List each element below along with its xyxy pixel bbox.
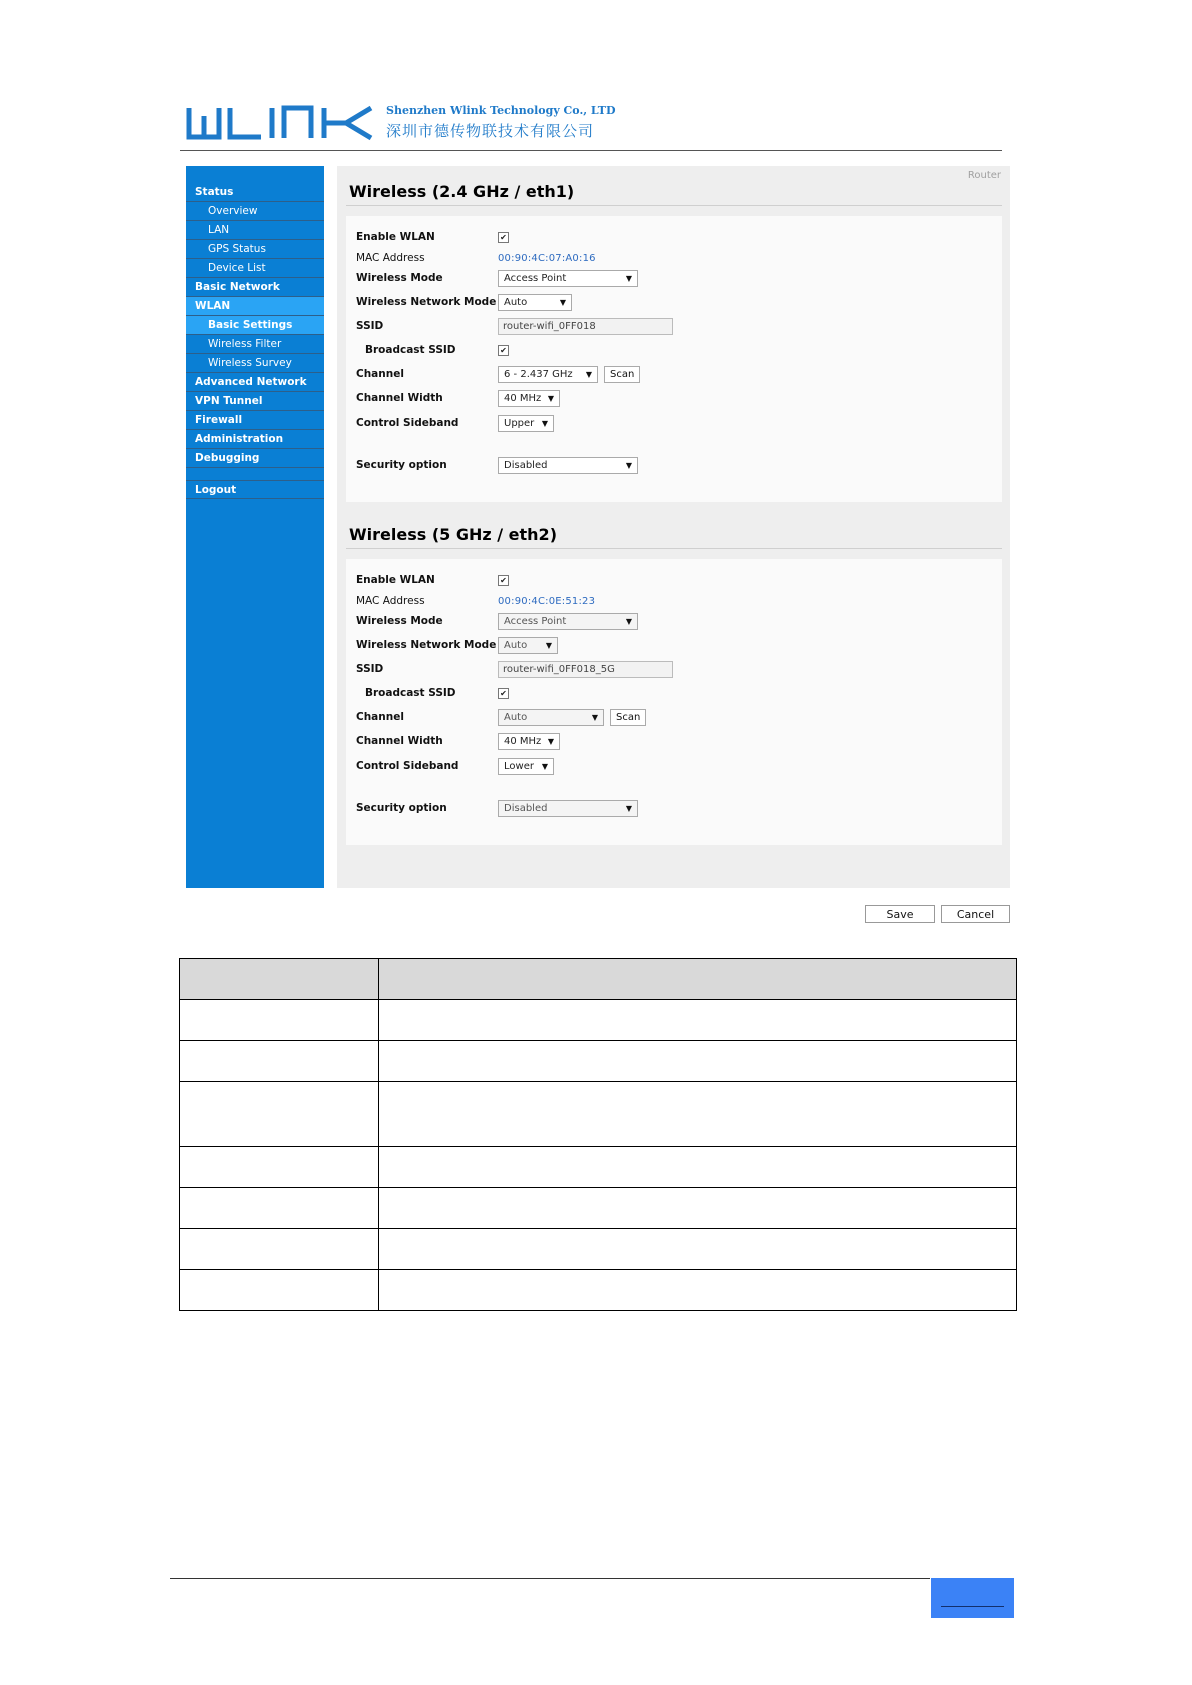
table-header-row xyxy=(180,959,1017,1000)
chevron-down-icon: ▼ xyxy=(625,616,632,626)
table-cell xyxy=(379,1082,1017,1147)
sidebar-item-status[interactable]: Status xyxy=(186,183,324,202)
row-channel-5 xyxy=(356,708,646,726)
scan-button-24[interactable]: Scan xyxy=(604,366,640,383)
chevron-down-icon: ▼ xyxy=(625,273,632,283)
chevron-down-icon: ▼ xyxy=(591,712,598,722)
mac-address-value-24: 00:90:4C:07:A0:16 xyxy=(498,252,596,264)
sidebar-item-vpn-tunnel[interactable]: VPN Tunnel xyxy=(186,392,324,411)
row-security-24 xyxy=(356,456,638,474)
row-channel-width-24 xyxy=(356,389,560,407)
row-broadcast-ssid-24 xyxy=(356,341,509,359)
table-row xyxy=(180,1270,1017,1311)
chevron-down-icon: ▼ xyxy=(585,369,592,379)
chevron-down-icon: ▼ xyxy=(541,418,548,428)
sidebar-item-overview[interactable]: Overview xyxy=(186,202,324,221)
table-cell xyxy=(379,1229,1017,1270)
security-value-5: Disabled xyxy=(504,802,548,814)
row-mac-5 xyxy=(356,592,595,610)
label-channel-width: Channel Width xyxy=(356,392,443,404)
table-row xyxy=(180,1147,1017,1188)
sidebar-item-gps-status[interactable]: GPS Status xyxy=(186,240,324,259)
page-number-box xyxy=(931,1578,1014,1618)
label-wireless-mode: Wireless Mode xyxy=(356,615,443,627)
network-mode-select-5[interactable] xyxy=(498,637,558,654)
sidebar-nav xyxy=(186,166,324,499)
channel-value-24: 6 - 2.437 GHz xyxy=(504,368,573,380)
wireless-mode-value-24: Access Point xyxy=(504,272,567,284)
wlink-logo xyxy=(186,104,376,144)
row-enable-wlan-5 xyxy=(356,571,509,589)
control-sideband-select-5[interactable] xyxy=(498,758,554,775)
footer-divider xyxy=(170,1578,930,1579)
row-control-sideband-24 xyxy=(356,414,554,432)
sidebar-item-wireless-filter[interactable]: Wireless Filter xyxy=(186,335,324,354)
chevron-down-icon: ▼ xyxy=(559,297,566,307)
ssid-input-5[interactable]: router-wifi_0FF018_5G xyxy=(498,661,673,678)
channel-width-select-24[interactable] xyxy=(498,390,560,407)
ssid-input-24[interactable]: router-wifi_0FF018 xyxy=(498,318,673,335)
label-security-option: Security option xyxy=(356,459,447,471)
row-wireless-mode-5 xyxy=(356,612,638,630)
router-tag: Router xyxy=(967,170,1001,181)
panel-24ghz xyxy=(346,216,1002,502)
row-channel-24 xyxy=(356,365,640,383)
label-broadcast-ssid: Broadcast SSID xyxy=(365,344,456,356)
row-channel-width-5 xyxy=(356,732,560,750)
scan-button-5[interactable]: Scan xyxy=(610,709,646,726)
label-ssid: SSID xyxy=(356,663,384,675)
row-mac-24 xyxy=(356,249,596,267)
broadcast-ssid-checkbox-5[interactable]: ✔ xyxy=(498,688,509,699)
company-name-cn: 深圳市德传物联技术有限公司 xyxy=(386,122,595,140)
sidebar-item-basic-network[interactable]: Basic Network xyxy=(186,278,324,297)
mac-address-value-5: 00:90:4C:0E:51:23 xyxy=(498,595,596,607)
label-mac-address: MAC Address xyxy=(356,252,425,264)
table-cell xyxy=(180,1041,379,1082)
sidebar-item-device-list[interactable]: Device List xyxy=(186,259,324,278)
row-broadcast-ssid-5 xyxy=(356,684,509,702)
table-cell xyxy=(379,1188,1017,1229)
sidebar-item-debugging[interactable]: Debugging xyxy=(186,449,324,468)
table-header-cell xyxy=(180,959,379,1000)
chevron-down-icon: ▼ xyxy=(545,640,552,650)
wireless-mode-value-5: Access Point xyxy=(504,615,567,627)
enable-wlan-checkbox-5[interactable]: ✔ xyxy=(498,575,509,586)
wireless-mode-select-24[interactable] xyxy=(498,270,638,287)
label-enable-wlan: Enable WLAN xyxy=(356,574,435,586)
sidebar-spacer xyxy=(186,468,324,480)
channel-width-select-5[interactable] xyxy=(498,733,560,750)
channel-width-value-24: 40 MHz xyxy=(504,392,542,404)
label-network-mode: Wireless Network Mode xyxy=(356,296,497,308)
table-row xyxy=(180,1188,1017,1229)
section-divider-5ghz xyxy=(346,548,1002,549)
table-cell xyxy=(180,1270,379,1311)
sidebar-item-logout[interactable]: Logout xyxy=(186,480,324,499)
label-network-mode: Wireless Network Mode xyxy=(356,639,497,651)
table-cell xyxy=(379,1147,1017,1188)
content-area xyxy=(337,166,1010,888)
sidebar-item-administration[interactable]: Administration xyxy=(186,430,324,449)
channel-select-5[interactable] xyxy=(498,709,604,726)
wireless-mode-select-5[interactable] xyxy=(498,613,638,630)
section-title-5ghz: Wireless (5 GHz / eth2) xyxy=(349,525,557,544)
row-network-mode-24 xyxy=(356,293,572,311)
parameter-table xyxy=(179,958,1017,1311)
network-mode-select-24[interactable] xyxy=(498,294,572,311)
table-row xyxy=(180,1229,1017,1270)
table-row xyxy=(180,1041,1017,1082)
label-mac-address: MAC Address xyxy=(356,595,425,607)
sidebar-item-wireless-survey[interactable]: Wireless Survey xyxy=(186,354,324,373)
label-channel: Channel xyxy=(356,711,404,723)
sidebar-item-lan[interactable]: LAN xyxy=(186,221,324,240)
chevron-down-icon: ▼ xyxy=(625,460,632,470)
label-channel: Channel xyxy=(356,368,404,380)
sidebar-item-wlan[interactable]: WLAN xyxy=(186,297,324,316)
sidebar-item-basic-settings[interactable]: Basic Settings xyxy=(186,316,324,335)
router-ui xyxy=(186,166,1010,888)
label-ssid: SSID xyxy=(356,320,384,332)
label-wireless-mode: Wireless Mode xyxy=(356,272,443,284)
channel-value-5: Auto xyxy=(504,711,528,723)
label-enable-wlan: Enable WLAN xyxy=(356,231,435,243)
row-wireless-mode-24 xyxy=(356,269,638,287)
table-row xyxy=(180,1000,1017,1041)
chevron-down-icon: ▼ xyxy=(625,803,632,813)
row-ssid-24 xyxy=(356,317,673,335)
save-button[interactable]: Save xyxy=(865,905,935,923)
section-divider-24ghz xyxy=(346,205,1002,206)
row-enable-wlan-24 xyxy=(356,228,509,246)
label-channel-width: Channel Width xyxy=(356,735,443,747)
table-cell xyxy=(180,1082,379,1147)
security-select-24[interactable] xyxy=(498,457,638,474)
section-title-24ghz: Wireless (2.4 GHz / eth1) xyxy=(349,182,575,201)
security-select-5[interactable] xyxy=(498,800,638,817)
chevron-down-icon: ▼ xyxy=(547,393,554,403)
sidebar-item-firewall[interactable]: Firewall xyxy=(186,411,324,430)
channel-width-value-5: 40 MHz xyxy=(504,735,542,747)
label-control-sideband: Control Sideband xyxy=(356,417,459,429)
control-sideband-value-24: Upper xyxy=(504,417,535,429)
row-network-mode-5 xyxy=(356,636,558,654)
table-cell xyxy=(379,1000,1017,1041)
table-header-cell xyxy=(379,959,1017,1000)
sidebar-item-advanced-network[interactable]: Advanced Network xyxy=(186,373,324,392)
enable-wlan-checkbox-24[interactable]: ✔ xyxy=(498,232,509,243)
network-mode-value-24: Auto xyxy=(504,296,528,308)
row-ssid-5 xyxy=(356,660,673,678)
security-value-24: Disabled xyxy=(504,459,548,471)
label-broadcast-ssid: Broadcast SSID xyxy=(365,687,456,699)
table-cell xyxy=(180,1188,379,1229)
broadcast-ssid-checkbox-24[interactable]: ✔ xyxy=(498,345,509,356)
table-cell xyxy=(379,1041,1017,1082)
panel-5ghz xyxy=(346,559,1002,845)
row-security-5 xyxy=(356,799,638,817)
table-row xyxy=(180,1082,1017,1147)
page-number-underline xyxy=(941,1606,1004,1607)
table-cell xyxy=(180,1000,379,1041)
chevron-down-icon: ▼ xyxy=(541,761,548,771)
cancel-button[interactable]: Cancel xyxy=(941,905,1010,923)
label-security-option: Security option xyxy=(356,802,447,814)
table-cell xyxy=(379,1270,1017,1311)
sidebar xyxy=(186,166,324,888)
table-cell xyxy=(180,1147,379,1188)
chevron-down-icon: ▼ xyxy=(547,736,554,746)
company-name xyxy=(386,104,616,141)
row-control-sideband-5 xyxy=(356,757,554,775)
channel-select-24[interactable] xyxy=(498,366,598,383)
network-mode-value-5: Auto xyxy=(504,639,528,651)
control-sideband-value-5: Lower xyxy=(504,760,534,772)
table-cell xyxy=(180,1229,379,1270)
control-sideband-select-24[interactable] xyxy=(498,415,554,432)
label-control-sideband: Control Sideband xyxy=(356,760,459,772)
company-name-en: Shenzhen Wlink Technology Co., LTD xyxy=(386,104,616,117)
header-divider xyxy=(180,150,1002,151)
